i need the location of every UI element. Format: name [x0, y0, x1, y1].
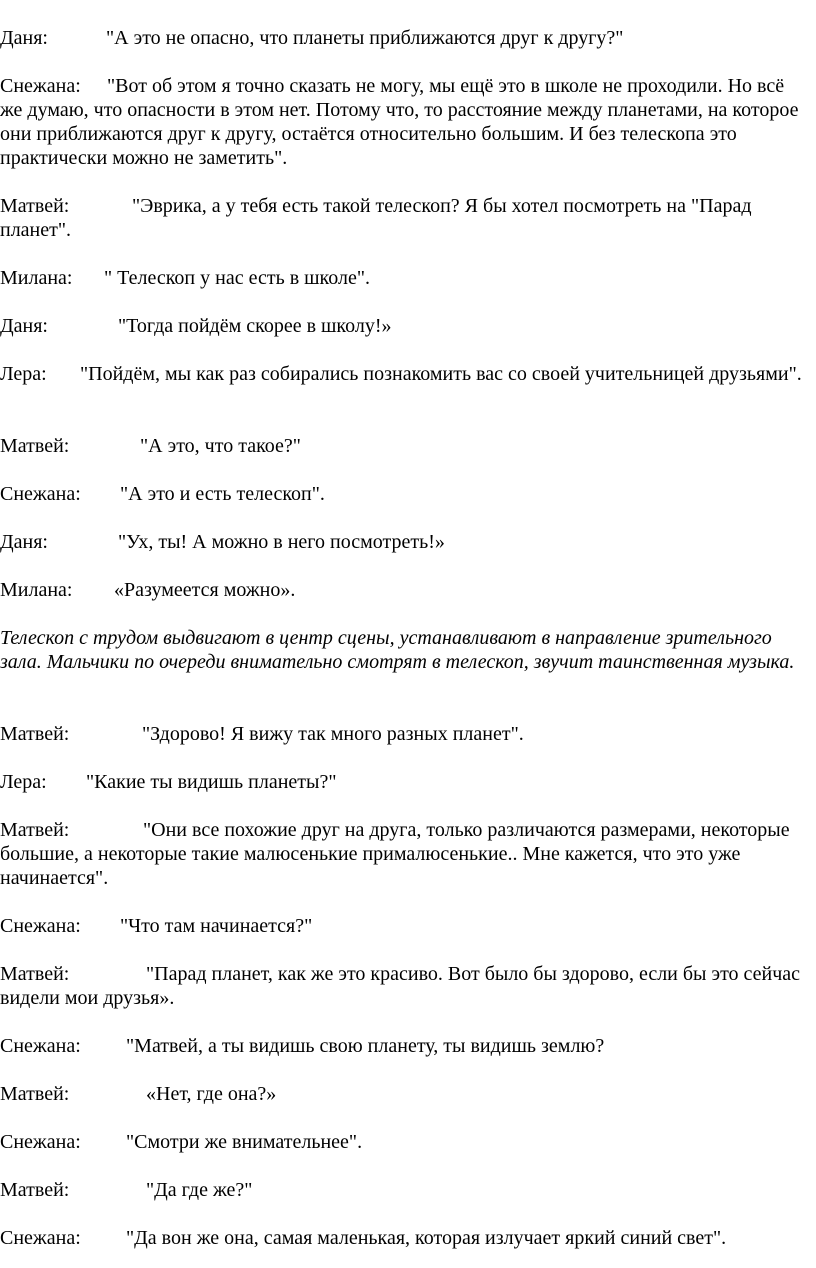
- dialogue-line: [0, 266, 806, 290]
- dialogue-line: [0, 530, 806, 554]
- speaker-name: Снежана:: [0, 1227, 81, 1249]
- speaker-name: Матвей:: [0, 435, 70, 457]
- line-text: "Смотри же внимательнее".: [126, 1131, 363, 1153]
- speaker-name: Лера:: [0, 363, 47, 385]
- speaker-name: Милана:: [0, 579, 73, 601]
- speaker-name: Даня:: [0, 531, 48, 553]
- speaker-name: Матвей:: [0, 963, 70, 985]
- speaker-name: Снежана:: [0, 915, 81, 937]
- dialogue-line: [0, 770, 806, 794]
- dialogue-line: [0, 1130, 806, 1154]
- dialogue-line: [0, 434, 806, 458]
- line-text: "Да где же?": [146, 1179, 253, 1201]
- dialogue-line: [0, 26, 806, 50]
- dialogue-line: [0, 1178, 806, 1202]
- speaker-name: Снежана:: [0, 1131, 81, 1153]
- line-text: "Что там начинается?": [120, 915, 313, 937]
- dialogue-line: [0, 1226, 806, 1250]
- line-text: "Ух, ты! А можно в него посмотреть!»: [118, 531, 445, 553]
- line-text: "А это и есть телескоп".: [120, 483, 325, 505]
- speaker-name: Матвей:: [0, 1179, 70, 1201]
- line-text: "Тогда пойдём скорее в школу!»: [118, 315, 392, 337]
- dialogue-line: [0, 194, 806, 242]
- line-text: "Пойдём, мы как раз собирались познакомить вас со своей учительницей друзьями".: [80, 363, 802, 385]
- line-text: "Здорово! Я вижу так много разных планет".: [142, 723, 524, 745]
- speaker-name: Лера:: [0, 771, 47, 793]
- speaker-name: Снежана:: [0, 75, 81, 97]
- line-text: " Телескоп у нас есть в школе".: [104, 267, 371, 289]
- dialogue-line: [0, 914, 806, 938]
- speaker-name: Милана:: [0, 267, 73, 289]
- speaker-name: Матвей:: [0, 819, 70, 841]
- dialogue-line: [0, 818, 806, 890]
- stage-direction: Телескоп с трудом выдвигают в центр сцены, устанавливают в направление зрительного зала. Мальчики по очереди внимательно смотрят в телескоп, звучит таинственная музыка.: [0, 627, 795, 673]
- dialogue-line: [0, 722, 806, 746]
- speaker-name: Даня:: [0, 27, 48, 49]
- line-text: "Они все похожие друг на друга, только различаются размерами, некоторые большие, а некоторые такие малюсенькие прималюсенькие.. Мне кажется, что это уже начинается".: [0, 819, 790, 889]
- line-text: «Нет, где она?»: [146, 1083, 277, 1105]
- speaker-name: Матвей:: [0, 723, 70, 745]
- dialogue-line: [0, 1082, 806, 1106]
- line-text: "Да вон же она, самая маленькая, которая излучает яркий синий свет".: [126, 1227, 727, 1249]
- speaker-name: Матвей:: [0, 195, 70, 217]
- dialogue-line: [0, 362, 806, 386]
- dialogue-line: [0, 314, 806, 338]
- dialogue-line: [0, 1034, 806, 1058]
- line-text: "А это, что такое?": [140, 435, 301, 457]
- dialogue-line: [0, 962, 806, 1010]
- line-text: «Разумеется можно».: [114, 579, 296, 601]
- speaker-name: Матвей:: [0, 1083, 70, 1105]
- line-text: "Вот об этом я точно сказать не могу, мы ещё это в школе не проходили. Но всё же думаю, что опасности в этом нет. Потому что, то расстояние между планетами, на которое они приближаются друг к другу, остаётся относительно большим. И без телескопа это практически можно не заметить".: [0, 75, 799, 169]
- speaker-name: Снежана:: [0, 483, 81, 505]
- line-text: "Парад планет, как же это красиво. Вот было бы здорово, если бы это сейчас видели мои друзья».: [0, 963, 801, 1009]
- line-text: "А это не опасно, что планеты приближаются друг к другу?": [106, 27, 624, 49]
- speaker-name: Даня:: [0, 315, 48, 337]
- speaker-name: Снежана:: [0, 1035, 81, 1057]
- line-text: "Эврика, а у тебя есть такой телескоп? Я бы хотел посмотреть на "Парад планет".: [0, 195, 752, 241]
- dialogue-line: [0, 74, 806, 170]
- line-text: "Какие ты видишь планеты?": [86, 771, 337, 793]
- line-text: "Матвей, а ты видишь свою планету, ты видишь землю?: [126, 1035, 605, 1057]
- dialogue-line: [0, 578, 806, 602]
- dialogue-line: [0, 482, 806, 506]
